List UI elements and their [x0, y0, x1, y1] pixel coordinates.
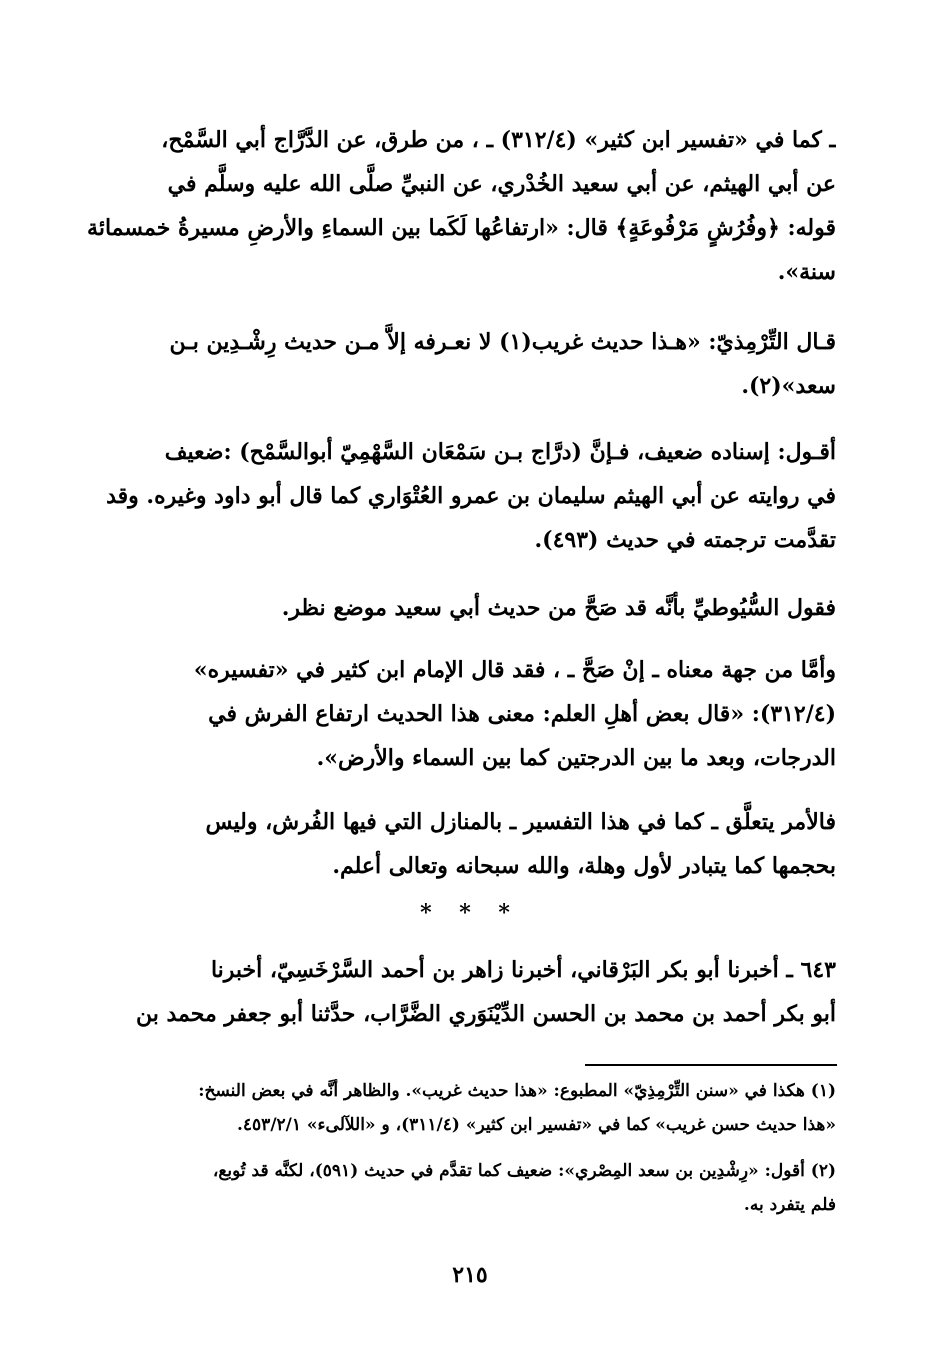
paragraph-meaning — [84, 648, 836, 780]
text-line: ـ كما في «تفسير ابن كثير» (٣١٢/٤) ـ ، من طرق، عن الدَّرَّاج أبي السَّمْح، — [161, 127, 836, 153]
paragraph-suyuti-remark — [84, 586, 836, 630]
section-separator: * * * — [420, 900, 520, 926]
text-line: أقـول: إسناده ضعيف، فـإنَّ (درَّاج بـن سَمْعَان السَّهْمِيّ أبوالسَّمْح) :ضعيف — [164, 439, 836, 465]
text-line: سنة». — [777, 259, 836, 285]
footnote-line: «هذا حديث حسن غريب» كما في «تفسير ابن كثير» (٣١١/٤)، و «اللآلىء» ٤٥٣/٢/١. — [237, 1115, 836, 1135]
text-line: (٣١٢/٤): «قال بعض أهلِ العلم: معنى هذا الحديث ارتفاع الفرش في — [208, 701, 836, 727]
text-line: فالأمر يتعلَّق ـ كما في هذا التفسير ـ بالمنازل التي فيها الفُرش، وليس — [205, 809, 836, 835]
text-line: أبو بكر أحمد بن محمد بن الحسن الدِّيْنَوَري الضَّرَّاب، حدَّثنا أبو جعفر محمد بن — [135, 1001, 836, 1027]
paragraph-hadith-643 — [84, 948, 836, 1036]
text-line: وأمَّا من جهة معناه ـ إنْ صَحَّ ـ ، فقد قال الإمام ابن كثير في «تفسيره» — [193, 657, 836, 683]
text-line: سعد»(٢). — [741, 373, 836, 399]
paragraph-tirmidhi-comment — [84, 320, 836, 408]
text-line: قوله: ﴿وفُرُشٍ مَرْفُوعَةٍ﴾ قال: «ارتفاعُها لَكَما بين السماءِ والأرضِ مسيرةُ خمسمائة — [87, 215, 836, 241]
footnote-line: فلم يتفرد به. — [743, 1195, 836, 1215]
text-line: في روايته عن أبي الهيثم سليمان بن عمرو العُتْوَاري كما قال أبو داود وغيره. وقد — [106, 483, 836, 509]
text-line: الدرجات، وبعد ما بين الدرجتين كما بين السماء والأرض». — [316, 745, 836, 771]
text-line: عن أبي الهيثم، عن أبي سعيد الخُدْري، عن النبيِّ صلَّى الله عليه وسلَّم في — [167, 171, 836, 197]
text-line: تقدَّمت ترجمته في حديث (٤٩٣). — [534, 527, 836, 553]
text-line: بحجمها كما يتبادر لأول وهلة، والله سبحانه وتعالى أعلم. — [332, 853, 836, 879]
footnote-rule — [585, 1064, 837, 1066]
page-number: ٢١٥ — [452, 1262, 488, 1288]
paragraph-hadith-text — [84, 118, 836, 294]
footnote-1 — [84, 1074, 836, 1142]
text-line: قـال التِّرْمِذيّ: «هـذا حديث غريب(١) لا نعـرفه إلاَّ مـن حديث رِشْـدِين بـن — [169, 329, 836, 355]
paragraph-conclusion — [84, 800, 836, 888]
footnote-line: (٢) أقول: «رِشْدِين بن سعد المِصْري»: ضعيف كما تقدَّم في حديث (٥٩١)، لكنَّه قد تُوبع، — [212, 1161, 836, 1181]
footnote-2 — [84, 1154, 836, 1222]
paragraph-isnad-assessment — [84, 430, 836, 562]
text-line: ٦٤٣ ـ أخبرنا أبو بكر البَرْقاني، أخبرنا زاهر بن أحمد السَّرْخَسِيّ، أخبرنا — [210, 957, 836, 983]
text-line: فقول السُّيُوطيِّ بأنَّه قد صَحَّ من حديث أبي سعيد موضع نظر. — [281, 595, 836, 621]
footnote-line: (١) هكذا في «سنن التِّرْمِذِيّ» المطبوع: «هذا حديث غريب». والظاهر أنَّه في بعض النسخ: — [198, 1081, 836, 1101]
